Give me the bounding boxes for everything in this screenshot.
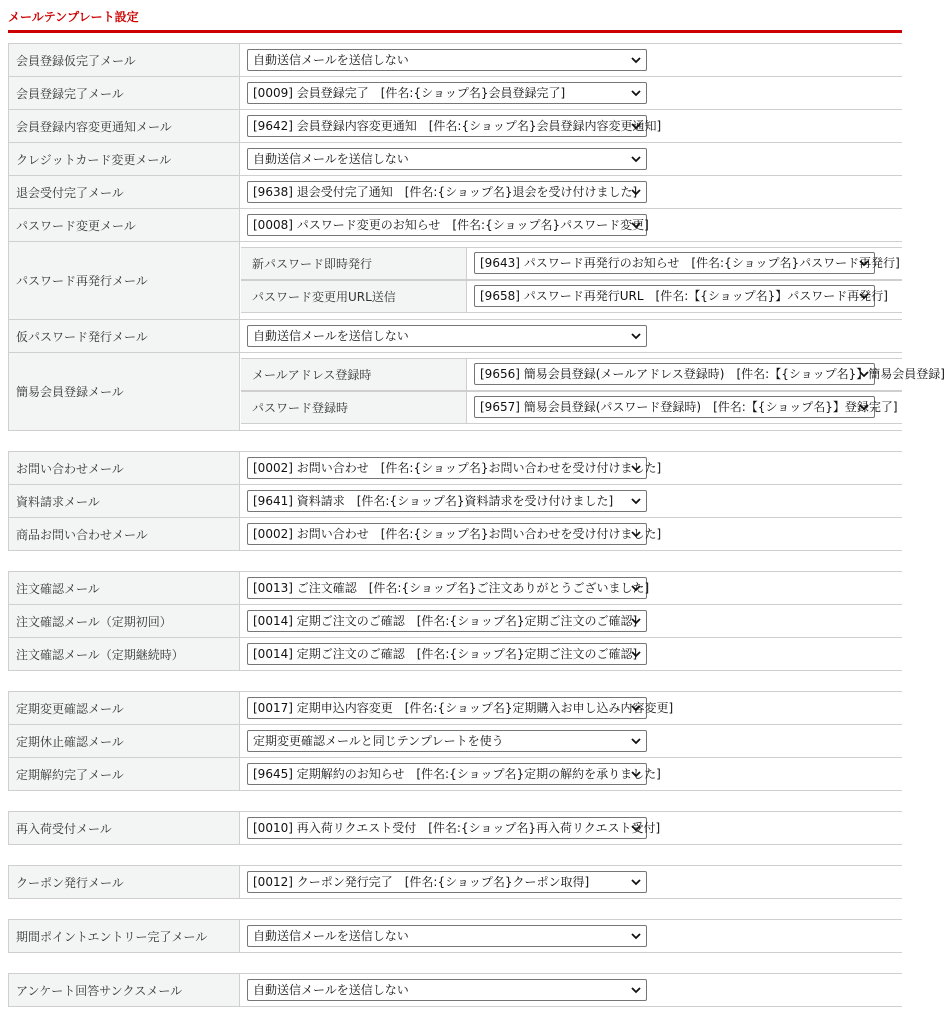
select-value: [9638] 退会受付完了通知 [件名:{ショップ名}退会を受け付けました] xyxy=(253,185,638,199)
page-title: メールテンプレート設定 xyxy=(8,10,139,24)
select-value: [0014] 定期ご注文のご確認 [件名:{ショップ名}定期ご注文のご確認] xyxy=(253,614,638,628)
select-value: [0009] 会員登録完了 [件名:{ショップ名}会員登録完了] xyxy=(253,86,566,100)
chevron-down-icon xyxy=(629,216,643,234)
row-divider xyxy=(8,430,902,431)
template-select[interactable] xyxy=(247,49,647,71)
chevron-down-icon xyxy=(857,287,871,305)
row-label: アンケート回答サンクスメール xyxy=(8,974,240,1006)
select-value: [9658] パスワード再発行URL [件名:【{ショップ名}】パスワード再発行] xyxy=(480,289,888,303)
sub-row-label: パスワード変更用URL送信 xyxy=(241,280,467,312)
chevron-down-icon xyxy=(629,84,643,102)
select-value: 自動送信メールを送信しない xyxy=(253,329,409,343)
template-select[interactable] xyxy=(247,457,662,479)
row-label: 注文確認メール xyxy=(8,572,240,604)
settings-row xyxy=(8,176,902,208)
settings-row xyxy=(8,866,902,898)
template-select[interactable] xyxy=(474,285,888,307)
chevron-down-icon xyxy=(629,645,643,663)
row-label: 定期解約完了メール xyxy=(8,758,240,790)
template-select[interactable] xyxy=(247,979,647,1001)
settings-row xyxy=(8,143,902,175)
select-value: 自動送信メールを送信しない xyxy=(253,983,409,997)
sub-row xyxy=(8,391,902,423)
select-value: [0010] 再入荷リクエスト受付 [件名:{ショップ名}再入荷リクエスト受付] xyxy=(253,821,661,835)
table-border xyxy=(8,691,9,791)
table-border xyxy=(8,571,9,671)
chevron-down-icon xyxy=(629,765,643,783)
table-border xyxy=(8,973,9,1007)
row-divider xyxy=(241,312,902,313)
settings-row xyxy=(8,725,902,757)
chevron-down-icon xyxy=(629,873,643,891)
chevron-down-icon xyxy=(629,117,643,135)
settings-row xyxy=(8,485,902,517)
row-label: 期間ポイントエントリー完了メール xyxy=(8,920,240,952)
row-label: お問い合わせメール xyxy=(8,452,240,484)
chevron-down-icon xyxy=(857,398,871,416)
row-divider xyxy=(8,670,902,671)
select-value: [9643] パスワード再発行のお知らせ [件名:{ショップ名}パスワード再発行] xyxy=(480,256,900,270)
select-value: [0002] お問い合わせ [件名:{ショップ名}お問い合わせを受け付けました] xyxy=(253,527,662,541)
row-divider xyxy=(8,790,902,791)
row-label: 定期休止確認メール xyxy=(8,725,240,757)
template-select[interactable] xyxy=(247,181,647,203)
template-select[interactable] xyxy=(247,817,661,839)
chevron-down-icon xyxy=(629,732,643,750)
row-label: 商品お問い合わせメール xyxy=(8,518,240,550)
template-select[interactable] xyxy=(474,252,900,274)
chevron-down-icon xyxy=(629,579,643,597)
settings-row xyxy=(8,110,902,142)
sub-row-label: メールアドレス登録時 xyxy=(241,358,467,390)
row-label: クーポン発行メール xyxy=(8,866,240,898)
settings-row xyxy=(8,920,902,952)
sub-row xyxy=(8,280,902,312)
row-label: 注文確認メール（定期初回） xyxy=(8,605,240,637)
settings-row xyxy=(8,44,902,76)
row-label: パスワード再発行メール xyxy=(8,242,240,319)
select-value: 自動送信メールを送信しない xyxy=(253,53,409,67)
chevron-down-icon xyxy=(629,612,643,630)
table-border xyxy=(8,865,9,899)
row-label: 会員登録完了メール xyxy=(8,77,240,109)
row-divider xyxy=(8,1006,902,1007)
chevron-down-icon xyxy=(629,525,643,543)
select-value: [0014] 定期ご注文のご確認 [件名:{ショップ名}定期ご注文のご確認] xyxy=(253,647,638,661)
select-value: 定期変更確認メールと同じテンプレートを使う xyxy=(253,734,504,748)
row-label: 再入荷受付メール xyxy=(8,812,240,844)
select-value: 自動送信メールを送信しない xyxy=(253,929,409,943)
template-select[interactable] xyxy=(247,577,650,599)
row-divider xyxy=(241,358,902,359)
settings-row xyxy=(8,518,902,550)
template-select[interactable] xyxy=(247,523,662,545)
row-divider xyxy=(241,391,902,392)
template-select[interactable] xyxy=(474,396,898,418)
settings-row xyxy=(8,320,902,352)
row-label: 簡易会員登録メール xyxy=(8,353,240,430)
select-value: [9657] 簡易会員登録(パスワード登録時) [件名:【{ショップ名}】登録完了] xyxy=(480,400,898,414)
settings-row xyxy=(8,242,902,319)
table-border xyxy=(8,811,9,845)
row-label: 会員登録仮完了メール xyxy=(8,44,240,76)
template-select[interactable] xyxy=(247,82,647,104)
row-divider xyxy=(8,952,902,953)
template-select[interactable] xyxy=(247,871,647,893)
select-value: [9656] 簡易会員登録(メールアドレス登録時) [件名:【{ショップ名}】簡易会員登録] xyxy=(480,367,945,381)
settings-section xyxy=(8,451,902,551)
row-label: パスワード変更メール xyxy=(8,209,240,241)
template-select[interactable] xyxy=(247,697,674,719)
row-label: クレジットカード変更メール xyxy=(8,143,240,175)
sub-row xyxy=(8,247,902,279)
select-value: [0012] クーポン発行完了 [件名:{ショップ名}クーポン取得] xyxy=(253,875,590,889)
row-label: 注文確認メール（定期継続時） xyxy=(8,638,240,670)
chevron-down-icon xyxy=(629,927,643,945)
settings-row xyxy=(8,209,902,241)
template-select[interactable] xyxy=(247,730,647,752)
row-label: 退会受付完了メール xyxy=(8,176,240,208)
chevron-down-icon xyxy=(857,365,871,383)
table-border xyxy=(8,43,9,431)
row-divider xyxy=(8,844,902,845)
table-border xyxy=(8,451,9,551)
template-select[interactable] xyxy=(247,148,647,170)
settings-row xyxy=(8,353,945,430)
row-label: 仮パスワード発行メール xyxy=(8,320,240,352)
settings-row xyxy=(8,77,902,109)
chevron-down-icon xyxy=(629,150,643,168)
title-divider xyxy=(8,30,902,33)
settings-row xyxy=(8,572,902,604)
select-value: [9645] 定期解約のお知らせ [件名:{ショップ名}定期の解約を承りました] xyxy=(253,767,661,781)
settings-row xyxy=(8,605,902,637)
settings-row xyxy=(8,452,902,484)
row-divider xyxy=(241,247,902,248)
settings-row xyxy=(8,974,902,1006)
row-divider xyxy=(8,898,902,899)
settings-row xyxy=(8,758,902,790)
settings-row xyxy=(8,692,902,724)
template-select[interactable] xyxy=(247,490,647,512)
chevron-down-icon xyxy=(857,254,871,272)
select-value: [0008] パスワード変更のお知らせ [件名:{ショップ名}パスワード変更] xyxy=(253,218,649,232)
settings-row xyxy=(8,638,902,670)
row-divider xyxy=(241,280,902,281)
select-value: [9641] 資料請求 [件名:{ショップ名}資料請求を受け付けました] xyxy=(253,494,614,508)
row-label: 会員登録内容変更通知メール xyxy=(8,110,240,142)
select-value: [0017] 定期申込内容変更 [件名:{ショップ名}定期購入お申し込み内容変更] xyxy=(253,701,674,715)
settings-section xyxy=(8,691,902,791)
row-divider xyxy=(241,423,902,424)
row-label: 定期変更確認メール xyxy=(8,692,240,724)
table-border xyxy=(8,919,9,953)
template-select[interactable] xyxy=(247,925,647,947)
template-select[interactable] xyxy=(247,763,661,785)
template-select[interactable] xyxy=(247,115,662,137)
select-value: [0002] お問い合わせ [件名:{ショップ名}お問い合わせを受け付けました] xyxy=(253,461,662,475)
settings-section xyxy=(8,865,902,899)
settings-section xyxy=(8,973,902,1007)
template-select[interactable] xyxy=(247,214,647,236)
template-select[interactable] xyxy=(247,325,647,347)
select-value: [9642] 会員登録内容変更通知 [件名:{ショップ名}会員登録内容変更通知] xyxy=(253,119,662,133)
settings-section xyxy=(8,811,902,845)
row-label: 資料請求メール xyxy=(8,485,240,517)
settings-section xyxy=(8,43,945,431)
template-select[interactable] xyxy=(474,363,945,385)
row-divider xyxy=(8,550,902,551)
settings-section xyxy=(8,571,902,671)
settings-section xyxy=(8,919,902,953)
select-value: 自動送信メールを送信しない xyxy=(253,152,409,166)
template-select[interactable] xyxy=(247,610,647,632)
chevron-down-icon xyxy=(629,327,643,345)
chevron-down-icon xyxy=(629,183,643,201)
chevron-down-icon xyxy=(629,492,643,510)
chevron-down-icon xyxy=(629,819,643,837)
select-value: [0013] ご注文確認 [件名:{ショップ名}ご注文ありがとうございました] xyxy=(253,581,650,595)
chevron-down-icon xyxy=(629,699,643,717)
chevron-down-icon xyxy=(629,459,643,477)
settings-row xyxy=(8,812,902,844)
sub-row xyxy=(8,358,945,390)
chevron-down-icon xyxy=(629,981,643,999)
sub-row-label: パスワード登録時 xyxy=(241,391,467,423)
sub-row-label: 新パスワード即時発行 xyxy=(241,247,467,279)
template-select[interactable] xyxy=(247,643,647,665)
chevron-down-icon xyxy=(629,51,643,69)
